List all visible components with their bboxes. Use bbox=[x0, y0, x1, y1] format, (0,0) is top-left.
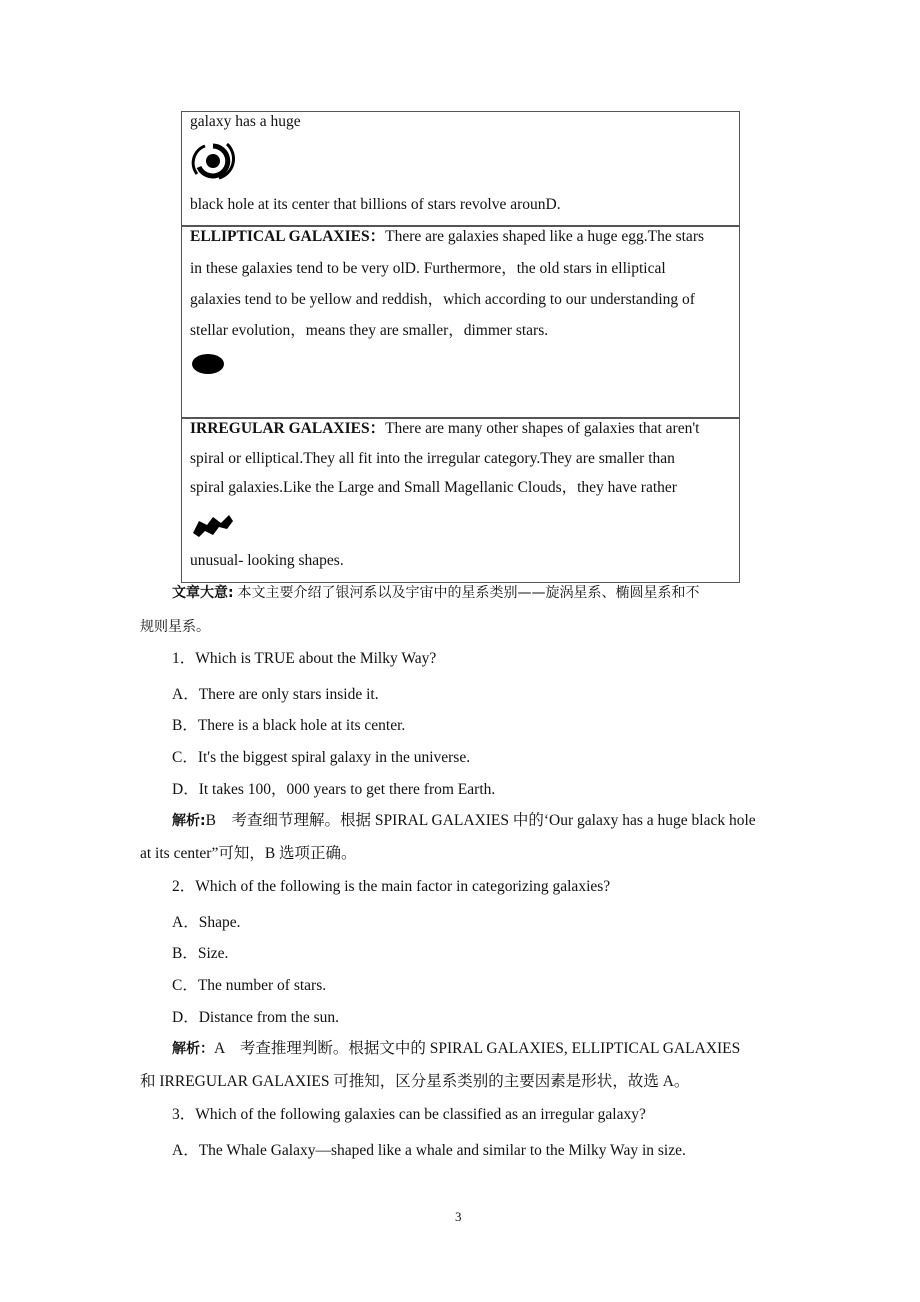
option: C．The number of stars. bbox=[172, 977, 327, 994]
label: 解析： bbox=[172, 1041, 214, 1057]
text: A 考查推理判断。根据文中的 SPIRAL GALAXIES, ELLIPTICAL GALAXIES bbox=[214, 1040, 741, 1057]
analysis bbox=[172, 1040, 740, 1058]
option: B．Size. bbox=[172, 945, 229, 962]
table-text: in these galaxies tend to be very olD. Furthermore，the old stars in elliptical bbox=[190, 260, 666, 277]
question-stem: 1．Which is TRUE about the Milky Way? bbox=[172, 650, 437, 667]
summary bbox=[172, 584, 699, 602]
option: A．There are only stars inside it. bbox=[172, 686, 379, 703]
text: B 考查细节理解。根据 SPIRAL GALAXIES 中的‘Our galaxy has a huge black hole bbox=[205, 812, 756, 829]
label: 解析: bbox=[172, 813, 206, 829]
table-text: galaxies tend to be yellow and reddish，which according to our understanding of bbox=[190, 291, 695, 308]
label: 文章大意: bbox=[172, 585, 234, 601]
text: 本文主要介绍了银河系以及宇宙中的星系类别——旋涡星系、椭圆星系和不 bbox=[237, 585, 700, 601]
heading: IRREGULAR GALAXIES： bbox=[190, 420, 386, 437]
analysis-cont: 和 IRREGULAR GALAXIES 可推知，区分星系类别的主要因素是形状，故选 A。 bbox=[140, 1073, 690, 1090]
table-text: stellar evolution，means they are smaller，dimmer stars. bbox=[190, 322, 549, 339]
heading: ELLIPTICAL GALAXIES： bbox=[190, 228, 386, 245]
question-stem: 3．Which of the following galaxies can be classified as an irregular galaxy? bbox=[172, 1106, 646, 1123]
option: C．It's the biggest spiral galaxy in the universe. bbox=[172, 749, 471, 766]
table-text bbox=[190, 420, 699, 438]
table-text: galaxy has a huge bbox=[190, 113, 301, 130]
summary-cont: 规则星系。 bbox=[140, 619, 210, 635]
table-text: spiral galaxies.Like the Large and Small Magellanic Clouds，they have rather bbox=[190, 479, 677, 496]
option: D．It takes 100，000 years to get there from Earth. bbox=[172, 781, 496, 798]
text: There are many other shapes of galaxies that aren't bbox=[385, 420, 700, 437]
elliptical-galaxy-icon bbox=[191, 353, 227, 377]
analysis bbox=[172, 812, 756, 830]
table-text bbox=[190, 228, 704, 246]
option: A．Shape. bbox=[172, 914, 241, 931]
table-text: spiral or elliptical.They all fit into the irregular category.They are smaller than bbox=[190, 450, 675, 467]
spiral-galaxy-icon bbox=[191, 140, 237, 182]
question-stem: 2．Which of the following is the main factor in categorizing galaxies? bbox=[172, 878, 611, 895]
text: There are galaxies shaped like a huge egg.The stars bbox=[385, 228, 705, 245]
table-text: unusual- looking shapes. bbox=[190, 552, 344, 569]
irregular-galaxy-icon bbox=[191, 511, 237, 539]
page-number: 3 bbox=[455, 1209, 462, 1224]
table-text: black hole at its center that billions of stars revolve arounD. bbox=[190, 196, 561, 213]
option: B．There is a black hole at its center. bbox=[172, 717, 406, 734]
analysis-cont: at its center”可知，B 选项正确。 bbox=[140, 845, 357, 862]
option: D．Distance from the sun. bbox=[172, 1009, 340, 1026]
option: A．The Whale Galaxy—shaped like a whale and similar to the Milky Way in size. bbox=[172, 1142, 686, 1159]
